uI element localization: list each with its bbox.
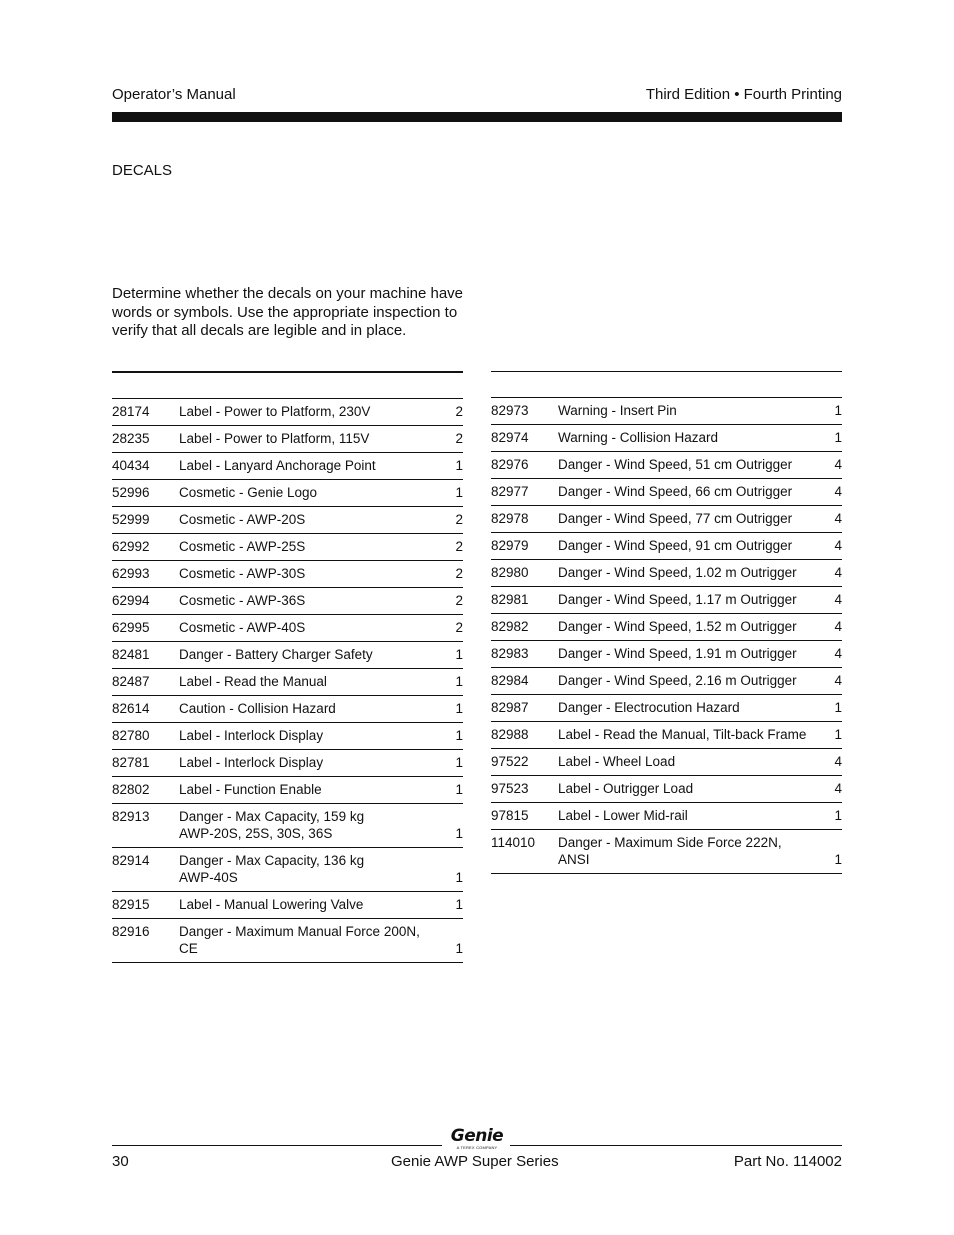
table-row [491, 533, 842, 560]
decal-quantity: 1 [455, 941, 463, 956]
table-row [491, 506, 842, 533]
part-number: 82802 [112, 782, 150, 797]
decal-description: Label - Power to Platform, 115V [179, 431, 370, 446]
decal-quantity: 4 [834, 538, 842, 553]
table-row [112, 696, 463, 723]
decal-quantity: 4 [834, 646, 842, 661]
table-row [112, 588, 463, 615]
table-row [112, 919, 463, 963]
decal-description: Label - Lanyard Anchorage Point [179, 458, 376, 473]
decal-description: Danger - Wind Speed, 1.17 m Outrigger [558, 592, 797, 607]
decal-description: Danger - Wind Speed, 1.91 m Outrigger [558, 646, 797, 661]
decal-description: Cosmetic - AWP-36S [179, 593, 306, 608]
part-number: 82974 [491, 430, 529, 445]
intro-paragraph: Determine whether the decals on your machine have words or symbols. Use the appropriate inspection to verify that all decals are legible and in place. [112, 285, 464, 339]
part-number: 82614 [112, 701, 150, 716]
decal-quantity: 1 [834, 808, 842, 823]
header-manual-title: Operator’s Manual [112, 86, 236, 103]
part-number: 82983 [491, 646, 529, 661]
decal-description: Danger - Electrocution Hazard [558, 700, 740, 715]
part-number: 62993 [112, 566, 150, 581]
decal-quantity: 2 [455, 539, 463, 554]
decal-quantity: 4 [834, 565, 842, 580]
part-number: 97815 [491, 808, 529, 823]
table-row [491, 695, 842, 722]
table-row [112, 669, 463, 696]
footer-part-number: Part No. 114002 [733, 1153, 842, 1170]
part-number: 28235 [112, 431, 150, 446]
table-row [112, 480, 463, 507]
table-row [491, 587, 842, 614]
table-header-spacer [112, 373, 463, 399]
part-number: 82980 [491, 565, 529, 580]
table-row [491, 668, 842, 695]
decal-quantity: 2 [455, 512, 463, 527]
part-number: 82780 [112, 728, 150, 743]
decal-description: Cosmetic - AWP-25S [179, 539, 306, 554]
decal-quantity: 1 [455, 897, 463, 912]
part-number: 97523 [491, 781, 529, 796]
table-row [491, 560, 842, 587]
decal-description: Danger - Wind Speed, 77 cm Outrigger [558, 511, 793, 526]
table-row [112, 848, 463, 892]
decal-description: Label - Interlock Display [179, 755, 324, 770]
part-number: 114010 [491, 835, 536, 850]
decals-table-right [491, 371, 842, 874]
decal-description: Danger - Battery Charger Safety [179, 647, 373, 662]
decal-description: Danger - Maximum Side Force 222N, ANSI [558, 835, 782, 867]
table-row [112, 642, 463, 669]
decal-quantity: 1 [455, 674, 463, 689]
table-row [112, 892, 463, 919]
decal-description: Danger - Wind Speed, 1.02 m Outrigger [558, 565, 797, 580]
part-number: 82988 [491, 727, 529, 742]
section-title: DECALS [112, 162, 173, 179]
table-row [491, 479, 842, 506]
decal-quantity: 4 [834, 754, 842, 769]
decal-description: Cosmetic - AWP-40S [179, 620, 306, 635]
decal-quantity: 4 [834, 781, 842, 796]
table-row [491, 722, 842, 749]
part-number: 97522 [491, 754, 529, 769]
part-number: 82982 [491, 619, 529, 634]
table-row [112, 426, 463, 453]
decal-quantity: 1 [455, 755, 463, 770]
decal-quantity: 2 [455, 620, 463, 635]
part-number: 52999 [112, 512, 150, 527]
decal-quantity: 1 [455, 728, 463, 743]
decal-quantity: 4 [834, 619, 842, 634]
part-number: 82981 [491, 592, 529, 607]
decal-quantity: 4 [834, 484, 842, 499]
decal-quantity: 1 [455, 647, 463, 662]
decal-description: Caution - Collision Hazard [179, 701, 336, 716]
decal-description: Label - Lower Mid-rail [558, 808, 688, 823]
part-number: 82973 [491, 403, 529, 418]
logo-subtitle: A TEREX COMPANY [456, 1145, 498, 1150]
table-header-spacer [491, 372, 842, 398]
decal-description: Label - Read the Manual [179, 674, 327, 689]
part-number: 82915 [112, 897, 150, 912]
table-row [491, 425, 842, 452]
footer-rule-left [112, 1145, 442, 1146]
decal-quantity: 1 [834, 700, 842, 715]
decal-quantity: 4 [834, 673, 842, 688]
decal-quantity: 2 [455, 404, 463, 419]
part-number: 82781 [112, 755, 150, 770]
part-number: 82976 [491, 457, 529, 472]
header-edition: Third Edition • Fourth Printing [645, 86, 842, 103]
decal-description: Danger - Max Capacity, 136 kg AWP-40S [179, 853, 365, 885]
part-number: 40434 [112, 458, 150, 473]
decal-quantity: 2 [455, 431, 463, 446]
footer-product: Genie AWP Super Series [391, 1153, 559, 1170]
part-number: 62994 [112, 593, 150, 608]
table-row [491, 452, 842, 479]
part-number: 62995 [112, 620, 150, 635]
table-row [491, 830, 842, 874]
decal-quantity: 1 [455, 701, 463, 716]
decal-quantity: 1 [455, 826, 463, 841]
table-row [112, 777, 463, 804]
decal-quantity: 1 [455, 458, 463, 473]
table-row [112, 723, 463, 750]
part-number: 82916 [112, 924, 150, 939]
decal-quantity: 1 [834, 727, 842, 742]
part-number: 28174 [112, 404, 150, 419]
decal-description: Danger - Wind Speed, 1.52 m Outrigger [558, 619, 797, 634]
header-rule [112, 112, 842, 122]
part-number: 82481 [112, 647, 150, 662]
logo-wordmark: Genie [450, 1126, 504, 1146]
decal-description: Label - Wheel Load [558, 754, 676, 769]
table-row [112, 615, 463, 642]
table-row [112, 750, 463, 777]
part-number: 82984 [491, 673, 529, 688]
decal-quantity: 1 [455, 485, 463, 500]
genie-logo [448, 1127, 506, 1153]
decal-description: Danger - Wind Speed, 66 cm Outrigger [558, 484, 793, 499]
decals-table-left [112, 371, 463, 963]
decal-description: Label - Outrigger Load [558, 781, 694, 796]
decal-description: Danger - Max Capacity, 159 kg AWP-20S, 25S, 30S, 36S [179, 809, 365, 841]
part-number: 82913 [112, 809, 150, 824]
footer-rule-right [510, 1145, 842, 1146]
part-number: 82978 [491, 511, 529, 526]
decal-quantity: 2 [455, 566, 463, 581]
decal-quantity: 1 [455, 782, 463, 797]
decal-description: Cosmetic - AWP-30S [179, 566, 306, 581]
table-row [112, 561, 463, 588]
table-row [491, 749, 842, 776]
table-row [491, 776, 842, 803]
decal-quantity: 1 [834, 430, 842, 445]
decal-quantity: 2 [455, 593, 463, 608]
table-row [491, 398, 842, 425]
decal-description: Cosmetic - AWP-20S [179, 512, 306, 527]
decal-description: Danger - Wind Speed, 51 cm Outrigger [558, 457, 793, 472]
decal-description: Danger - Wind Speed, 2.16 m Outrigger [558, 673, 797, 688]
decal-description: Warning - Collision Hazard [558, 430, 719, 445]
part-number: 62992 [112, 539, 150, 554]
part-number: 52996 [112, 485, 150, 500]
decal-quantity: 4 [834, 592, 842, 607]
decal-quantity: 1 [455, 870, 463, 885]
table-row [491, 803, 842, 830]
decal-description: Danger - Wind Speed, 91 cm Outrigger [558, 538, 793, 553]
part-number: 82487 [112, 674, 150, 689]
part-number: 82914 [112, 853, 150, 868]
decal-quantity: 1 [834, 403, 842, 418]
decal-description: Label - Interlock Display [179, 728, 324, 743]
part-number: 82979 [491, 538, 529, 553]
decal-description: Label - Function Enable [179, 782, 322, 797]
table-row [112, 804, 463, 848]
decal-description: Cosmetic - Genie Logo [179, 485, 318, 500]
decal-description: Label - Power to Platform, 230V [179, 404, 371, 419]
table-row [112, 534, 463, 561]
table-row [491, 614, 842, 641]
decal-description: Warning - Insert Pin [558, 403, 677, 418]
table-row [491, 641, 842, 668]
table-row [112, 507, 463, 534]
decal-quantity: 1 [834, 852, 842, 867]
decal-description: Danger - Maximum Manual Force 200N, CE [179, 924, 420, 956]
decal-quantity: 4 [834, 457, 842, 472]
decal-quantity: 4 [834, 511, 842, 526]
table-row [112, 399, 463, 426]
table-row [112, 453, 463, 480]
decal-description: Label - Manual Lowering Valve [179, 897, 364, 912]
part-number: 82977 [491, 484, 529, 499]
part-number: 82987 [491, 700, 529, 715]
decal-description: Label - Read the Manual, Tilt-back Frame [558, 727, 807, 742]
page-number: 30 [112, 1153, 129, 1170]
